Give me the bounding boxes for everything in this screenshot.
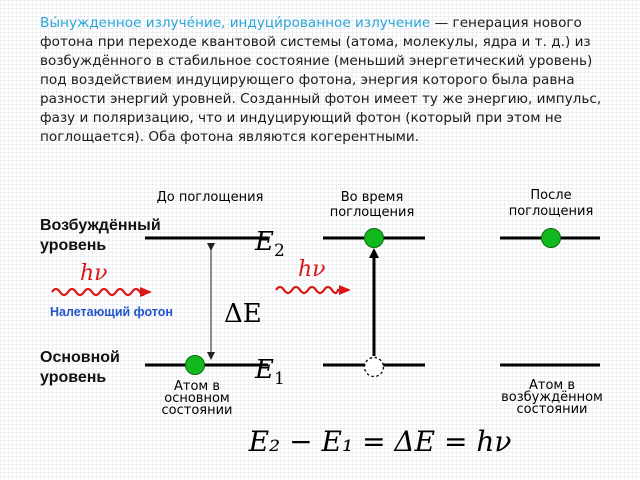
photon-symbol-1: hν [80,261,108,286]
incident-photon-wave [52,289,150,295]
state-excited-caption-line2: возбуждённом [501,390,603,405]
incident-photon-label: Налетающий фотон [50,305,173,319]
photon-symbol-2: hν [298,257,326,282]
state-excited-caption-line1: Атом в [528,378,576,393]
e1-label: $E_1$ [255,355,285,389]
absorbed-photon-wave [276,287,349,293]
atom-ground-before [186,356,205,375]
state-ground-caption-line1: Атом в [173,379,221,394]
excited-level-label-line2: уровень [40,237,107,254]
energy-formula: E₂ − E₁ = ΔE = hν [248,425,512,458]
definition-body: генерация нового фотона при переходе квантовой системы (атома, молекулы, ядра и т. д.) из возбуждённого в стабильное состояние (меньший энергетический уровень) под воздействием индуцирующего фотона, энергия которого была равна разности энергий уровней. Созданный фотон имеет ту же энергию, импульс, фазу и поляризацию, что и индуцирующий фотон (который при этом не поглощается). Оба фотона являются когерентными. [40,15,602,145]
definition-term: Вы́нужденное излуче́ние, индуци́рованное излучение [40,15,431,31]
state-excited-caption-line3: состоянии [516,402,588,417]
excited-level-label-line1: Возбуждённый [40,217,161,234]
state-ground-caption-line2: основном [164,391,230,406]
caption-after-line1: После [530,188,572,203]
atom-vacated-ground [365,358,384,377]
caption-before: До поглощения [156,190,264,205]
ground-level-label-line1: Основной [40,349,120,366]
atom-after-excited [542,229,561,248]
caption-after-line2: поглощения [508,204,594,219]
caption-during-line2: поглощения [329,205,415,220]
atom-during-excited [365,229,384,248]
ground-level-label-line2: уровень [40,369,107,386]
caption-during-line1: Во время [340,190,404,205]
state-ground-caption-line3: состоянии [161,403,233,418]
delta-e-label: ΔE [224,299,262,329]
definition-dash: — [430,15,453,31]
e2-label: $E_2$ [255,227,285,261]
